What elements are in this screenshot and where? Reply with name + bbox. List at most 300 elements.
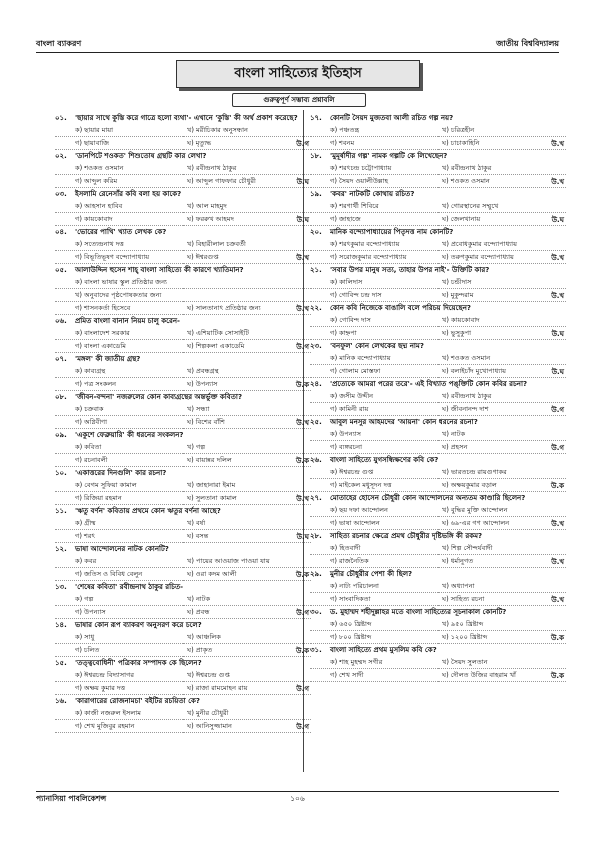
answer-option: গ) কামিনী রায় bbox=[310, 403, 438, 416]
question-text: 'মঙ্গল' কী জাতীয় গ্রন্থ? bbox=[75, 355, 141, 363]
answer-option: গ) গোলাম মোস্তফা bbox=[310, 365, 438, 378]
answer-key: উ.ঘ bbox=[296, 533, 309, 541]
answer-key: উ.ঘ bbox=[551, 216, 564, 224]
answer-option: ক) বাংলা ভাষার স্কুল প্রতিষ্ঠার জন্য bbox=[55, 276, 183, 289]
question-text-row bbox=[310, 530, 566, 542]
question-number: ০১. bbox=[55, 114, 67, 122]
options-grid bbox=[55, 441, 311, 467]
answer-option: গ) শেখ সাদী bbox=[310, 669, 438, 682]
answer-option: গ) শবনম bbox=[310, 137, 438, 150]
question-number: ১৪. bbox=[55, 621, 67, 629]
question-text: 'কারাগারের রোজনামচা' বইটির রচয়িতা কে? bbox=[75, 697, 200, 705]
answer-option: খ) পায়ের আওয়াজ পাওয়া যায় bbox=[183, 555, 311, 568]
answer-option: গ) চলিত bbox=[55, 644, 183, 657]
question-text-row bbox=[310, 606, 566, 618]
right-column bbox=[310, 112, 566, 682]
answer-option: খ) মরীচিকার অনুসন্ধান bbox=[183, 124, 311, 137]
answer-option: গ) উপন্যাস bbox=[55, 606, 183, 619]
question-text-row bbox=[55, 188, 311, 200]
question-number: ২১. bbox=[310, 266, 322, 274]
options-grid bbox=[310, 238, 566, 264]
header-left: বাংলা ব্যাকরণ bbox=[36, 39, 82, 48]
answer-option: ঘ) জীবনানন্দ দাশ bbox=[438, 403, 566, 416]
header-right: জাতীয় বিশ্ববিদ্যালয় bbox=[496, 39, 559, 48]
question-text-row bbox=[310, 644, 566, 656]
answer-key: উ.ঘ bbox=[551, 368, 564, 376]
question-item bbox=[55, 226, 311, 264]
answer-key: উ.গ bbox=[296, 343, 309, 351]
answer-option: ঘ) দৌলত উজির বাহরাম খাঁ bbox=[438, 669, 566, 682]
answer-option: খ) মুনীর চৌধুরী bbox=[183, 707, 311, 720]
question-text: 'শেষের কবিতা' রবীন্দ্রনাথ ঠাকুর রচিত- bbox=[75, 583, 184, 591]
options-grid bbox=[55, 479, 311, 505]
answer-option: খ) ঈশ্বরচন্দ্র গুপ্ত bbox=[183, 669, 311, 682]
question-number: ০৫. bbox=[55, 266, 67, 274]
answer-key: উ.গ bbox=[551, 406, 564, 414]
answer-option: ক) সত্যেন্দ্রনাথ দত্ত bbox=[55, 238, 183, 251]
answer-option: গ) কায়কোবাদ bbox=[55, 213, 183, 226]
chapter-title: বাংলা সাহিত্যের ইতিহাস bbox=[176, 60, 420, 88]
options-grid bbox=[55, 631, 311, 657]
answer-option: ঘ) আব্দুল গাফফার চৌধুরী bbox=[183, 175, 311, 188]
answer-option: ক) শরৎকুমার বন্দ্যোপাধ্যায় bbox=[310, 238, 438, 251]
answer-key: উ.খ bbox=[551, 254, 564, 262]
answer-option: খ) গোরস্থানের সম্মুখে bbox=[438, 200, 566, 213]
question-text: 'একাত্তরের দিনগুলি' কার রচনা? bbox=[75, 469, 167, 477]
answer-option: ঘ) প্রহসন bbox=[438, 441, 566, 454]
question-text-row bbox=[310, 302, 566, 314]
question-number: ০৮. bbox=[55, 393, 67, 401]
question-text: কোন কবি নিজেকে বাঙালি বলে পরিচয় দিয়েছেন? bbox=[330, 304, 471, 312]
answer-key: উ.খ bbox=[296, 495, 309, 503]
options-grid bbox=[55, 162, 311, 188]
answer-option: খ) শিল্প সৌন্দর্যবাদী bbox=[438, 542, 566, 555]
answer-key: উ.খ bbox=[551, 520, 564, 528]
answer-option bbox=[183, 276, 311, 289]
answer-option: ক) উপন্যাস bbox=[310, 428, 438, 441]
question-number: ১৮. bbox=[310, 152, 322, 160]
answer-option: ঘ) আনিসুজ্জামান bbox=[183, 720, 311, 733]
answer-option: ক) সাধু bbox=[55, 631, 183, 644]
answer-option: ক) কাব্যগ্রন্থ bbox=[55, 365, 183, 378]
question-number: ০৯. bbox=[55, 431, 67, 439]
question-item bbox=[310, 264, 566, 302]
answer-option: খ) কায়কোবাদ bbox=[438, 314, 566, 327]
answer-key: উ.ক bbox=[295, 571, 309, 579]
page-number: ১০৬ bbox=[290, 794, 305, 803]
question-text-row bbox=[55, 657, 311, 669]
options-grid bbox=[310, 580, 566, 606]
question-text-row bbox=[55, 581, 311, 593]
question-text-row bbox=[55, 353, 311, 365]
question-item bbox=[55, 619, 311, 657]
question-item bbox=[310, 226, 566, 264]
question-text: 'তত্ত্ববোধিনী' পত্রিকার সম্পাদক কে ছিলেন? bbox=[75, 659, 202, 667]
question-number: ৩০. bbox=[310, 608, 322, 616]
left-column bbox=[55, 112, 311, 733]
question-number: ০৪. bbox=[55, 228, 67, 236]
answer-option: গ) বাংলা একাডেমি bbox=[55, 340, 183, 353]
question-text: 'বনফুল' কোন লেখকের ছদ্ম নাম? bbox=[330, 342, 424, 350]
question-text-row bbox=[310, 416, 566, 428]
answer-option: গ) পত্র সংকলন bbox=[55, 378, 183, 391]
answer-option: ক) কালিদাস bbox=[310, 276, 438, 289]
answer-option: খ) আল মাহমুদ bbox=[183, 200, 311, 213]
options-grid bbox=[310, 352, 566, 378]
question-item bbox=[310, 606, 566, 644]
answer-option: খ) বিহারীলাল চক্রবর্তী bbox=[183, 238, 311, 251]
answer-option: খ) চন্ডীদাস bbox=[438, 276, 566, 289]
answer-option: খ) সৈয়দ সুলতান bbox=[438, 656, 566, 669]
question-text: প্রমিত বাংলা বানান নিয়ম চালু করেন- bbox=[75, 317, 180, 325]
answer-option: খ) চরিত্রহীন bbox=[438, 124, 566, 137]
question-text: মুনীর চৌধুরীর পেশা কী ছিল? bbox=[330, 570, 413, 578]
answer-option: গ) বিভূতিভূষণ বন্দ্যোপাধ্যায় bbox=[55, 251, 183, 264]
question-number: ২৮. bbox=[310, 532, 322, 540]
question-item bbox=[310, 454, 566, 492]
answer-option: খ) অনুবাদের পৃষ্ঠপোষকতার জন্য bbox=[55, 289, 183, 302]
answer-key: উ.খ bbox=[551, 292, 564, 300]
answer-option: খ) বুদ্ধির মুক্তি আন্দোলন bbox=[438, 504, 566, 517]
answer-option: খ) সন্ধ্যা bbox=[183, 403, 311, 416]
question-text-row bbox=[310, 340, 566, 352]
question-item bbox=[310, 492, 566, 530]
question-text: 'সবার উপর মানুষ সত্য, তাহার উপর নাই'- উক্তিটি কার? bbox=[330, 266, 490, 274]
answer-key: উ.খ bbox=[551, 140, 564, 148]
question-item bbox=[55, 695, 311, 733]
answer-option: খ) রবীন্দ্রনাথ ঠাকুর bbox=[438, 390, 566, 403]
question-number: ৩১. bbox=[310, 646, 322, 654]
question-text-row bbox=[310, 568, 566, 580]
answer-option: ক) গল্প bbox=[55, 593, 183, 606]
question-text: আবুল মনসুর আহমদের 'আয়না' কোন ধরনের রচনা? bbox=[330, 418, 478, 426]
options-grid bbox=[310, 276, 566, 302]
answer-option: ঘ) শওকত ওসমান bbox=[438, 175, 566, 188]
question-text: মোতাহের হোসেন চৌধুরী কোন আন্দোলনের অন্যতম কাণ্ডারি ছিলেন? bbox=[330, 494, 526, 502]
answer-option: গ) অগ্নিবীণা bbox=[55, 416, 183, 429]
question-item bbox=[55, 467, 311, 505]
answer-option: ক) শরণার্থী শিবিরে bbox=[310, 200, 438, 213]
question-number: ০২. bbox=[55, 152, 67, 160]
answer-option: গ) সৈয়দ ওয়ালীউল্লাহ bbox=[310, 175, 438, 188]
question-text-row bbox=[310, 454, 566, 466]
question-number: ১১. bbox=[55, 507, 67, 515]
question-number: ২৯. bbox=[310, 570, 322, 578]
answer-key: উ.খ bbox=[296, 254, 309, 262]
question-item bbox=[310, 340, 566, 378]
answer-option: গ) সাংবাদিকতা bbox=[310, 593, 438, 606]
question-text: বাংলা সাহিত্যে যুগসন্ধিক্ষণের কবি কে? bbox=[330, 456, 439, 464]
question-text-row bbox=[55, 543, 311, 555]
question-text-row bbox=[55, 315, 311, 327]
question-number: ০৬. bbox=[55, 317, 67, 325]
question-number: ১৭. bbox=[310, 114, 322, 122]
question-number: ০৭. bbox=[55, 355, 67, 363]
question-item bbox=[310, 530, 566, 568]
answer-key: উ.খ bbox=[551, 558, 564, 566]
answer-option: গ) ছায়াবাজি bbox=[55, 137, 183, 150]
question-text-row bbox=[55, 467, 311, 479]
answer-option: খ) শওকত ওসমান bbox=[438, 352, 566, 365]
options-grid bbox=[310, 504, 566, 530]
answer-option: ক) নাট্য পরিচালনা bbox=[310, 580, 438, 593]
options-grid bbox=[55, 365, 311, 391]
question-number: ২৫. bbox=[310, 418, 322, 426]
question-text-row bbox=[55, 391, 311, 403]
answer-option: ক) গ্রীষ্ম bbox=[55, 517, 183, 530]
question-text: 'একুশে ফেব্রুয়ারি' কী ধরনের সংকলন? bbox=[75, 431, 184, 439]
question-text: 'কবর' নাটকটি কোথায় রচিত? bbox=[330, 190, 415, 198]
answer-option: ঘ) ভুসুকুপা bbox=[438, 327, 566, 340]
question-text-row bbox=[310, 378, 566, 390]
answer-option: ঘ) জেলখানায় bbox=[438, 213, 566, 226]
question-item bbox=[55, 429, 311, 467]
answer-key: উ.খ bbox=[551, 178, 564, 186]
answer-key: উ.গ bbox=[551, 444, 564, 452]
answer-option: ঘ) সুলতানা কামাল bbox=[183, 492, 311, 505]
question-text-row bbox=[55, 150, 311, 162]
answer-option: ঘ) প্রাকৃত bbox=[183, 644, 311, 657]
question-item bbox=[310, 302, 566, 340]
answer-option: খ) ৯৫০ খ্রিষ্টাব্দ bbox=[438, 618, 566, 631]
question-number: ১৫. bbox=[55, 659, 67, 667]
question-text-row bbox=[310, 492, 566, 504]
answer-key: উ.ক bbox=[295, 381, 309, 389]
answer-option: খ) এশিয়াটিক সোসাইটি bbox=[183, 327, 311, 340]
answer-key: উ.ক bbox=[550, 672, 564, 680]
answer-option: ক) কবর bbox=[55, 555, 183, 568]
options-grid bbox=[310, 390, 566, 416]
answer-key: উ.ক bbox=[295, 647, 309, 655]
answer-option bbox=[183, 289, 311, 302]
question-item bbox=[55, 264, 311, 315]
question-item bbox=[310, 568, 566, 606]
question-text-row bbox=[55, 429, 311, 441]
answer-option: ক) ছায়ার মায়া bbox=[55, 124, 183, 137]
options-grid bbox=[55, 707, 311, 733]
question-text: 'ডানপিটে শওকত' শিশুতোষ গ্রন্থটি কার লেখা? bbox=[75, 152, 207, 160]
question-text-row bbox=[55, 226, 311, 238]
answer-option: গ) জতিস ও বিবিধ বেলুন bbox=[55, 568, 183, 581]
answer-option: গ) জাহাজে bbox=[310, 213, 438, 226]
question-text-row bbox=[55, 505, 311, 517]
question-text: ভাষা আন্দোলনের নাটক কোনটি? bbox=[75, 545, 169, 553]
answer-option: গ) শেখ মুজিবুর রহমান bbox=[55, 720, 183, 733]
answer-key: উ.গ bbox=[296, 140, 309, 148]
answer-option: গ) আব্দুল করিম bbox=[55, 175, 183, 188]
options-grid bbox=[55, 327, 311, 353]
answer-key: উ.খ bbox=[551, 596, 564, 604]
answer-option: খ) জাহানারা ইমাম bbox=[183, 479, 311, 492]
question-text-row bbox=[310, 150, 566, 162]
options-grid bbox=[310, 124, 566, 150]
answer-option: ক) কাজী নজরুল ইসলাম bbox=[55, 707, 183, 720]
page-footer bbox=[36, 794, 559, 806]
answer-option: ঘ) ধর্মানুগত bbox=[438, 555, 566, 568]
answer-option: গ) ব্যঙ্গরচনা bbox=[310, 441, 438, 454]
question-number: ২০. bbox=[310, 228, 322, 236]
answer-option: গ) রিজিয়া রহমান bbox=[55, 492, 183, 505]
answer-key: উ.খ bbox=[296, 305, 309, 313]
answer-key: উ.ঘ bbox=[296, 216, 309, 224]
answer-option: ক) মানিক বন্দ্যোপাধ্যায় bbox=[310, 352, 438, 365]
answer-option: ক) ঈশ্বরচন্দ্র গুপ্ত bbox=[310, 466, 438, 479]
options-grid bbox=[55, 517, 311, 543]
question-item bbox=[310, 188, 566, 226]
question-text-row bbox=[310, 188, 566, 200]
answer-option: ঘ) শিল্পকলা একাডেমি bbox=[183, 340, 311, 353]
answer-option: ক) আহসান হাবিব bbox=[55, 200, 183, 213]
question-item bbox=[55, 543, 311, 581]
answer-option: গ) গোবিন্দ চন্দ্র দাস bbox=[310, 289, 438, 302]
answer-option: খ) গল্প bbox=[183, 441, 311, 454]
question-item bbox=[310, 416, 566, 454]
question-number: ২৩. bbox=[310, 342, 322, 350]
answer-key: উ.ঘ bbox=[296, 178, 309, 186]
question-text: 'মুমূর্ষাদীর গল্প' নামক গল্পটি কে লিখেছেন? bbox=[330, 152, 448, 160]
options-grid bbox=[310, 542, 566, 568]
options-grid bbox=[310, 314, 566, 340]
answer-key: উ.খ bbox=[296, 419, 309, 427]
answer-option: খ) আঞ্চলিক bbox=[183, 631, 311, 644]
options-grid bbox=[310, 618, 566, 644]
options-grid bbox=[310, 162, 566, 188]
answer-key: উ.ক bbox=[550, 482, 564, 490]
answer-option: খ) প্রবন্ধগ্রন্থ bbox=[183, 365, 311, 378]
answer-key: উ.গ bbox=[296, 609, 309, 617]
answer-option: গ) রাজনৈতিক bbox=[310, 555, 438, 568]
answer-option: খ) অধ্যাপনা bbox=[438, 580, 566, 593]
question-text-row bbox=[55, 619, 311, 631]
answer-option: খ) নাটক bbox=[438, 428, 566, 441]
question-item bbox=[310, 378, 566, 416]
answer-option: ঘ) সালতানাৎ প্রতিষ্ঠার জন্য bbox=[183, 302, 311, 315]
question-number: ২৭. bbox=[310, 494, 322, 502]
answer-option: ক) কবিতা bbox=[55, 441, 183, 454]
answer-option: ঘ) উপন্যাস bbox=[183, 378, 311, 391]
question-item bbox=[310, 112, 566, 150]
answer-option: ঘ) বলাইচাঁদ মুখোপাধ্যায় bbox=[438, 365, 566, 378]
answer-option: গ) ৮০০ খ্রিষ্টাব্দ bbox=[310, 631, 438, 644]
answer-option: খ) প্রবোধকুমার বন্দ্যোপাধ্যায় bbox=[438, 238, 566, 251]
answer-option: ঘ) সাহিত্য রচনা bbox=[438, 593, 566, 606]
options-grid bbox=[55, 200, 311, 226]
question-number: ১৬. bbox=[55, 697, 67, 705]
answer-option: গ) সরোজকুমার বন্দ্যোপাধ্যায় bbox=[310, 251, 438, 264]
question-text: আলাউদ্দিন হুসেন শাহ্ বাংলা সাহিত্যে কী কারণে খ্যাতিমান? bbox=[75, 266, 244, 274]
answer-option: ক) চক্রবাক bbox=[55, 403, 183, 416]
options-grid bbox=[310, 466, 566, 492]
answer-key: উ.ক bbox=[295, 457, 309, 465]
question-item bbox=[55, 150, 311, 188]
answer-option: গ) শরৎ bbox=[55, 530, 183, 543]
question-text-row bbox=[55, 695, 311, 707]
question-number: ১০. bbox=[55, 469, 67, 477]
question-number: ২৪. bbox=[310, 380, 322, 388]
answer-option: ঘ) মুকুন্দরাম bbox=[438, 289, 566, 302]
question-item bbox=[55, 353, 311, 391]
question-text: 'জীবন-বন্দনা' নজরুলের কোন কাব্যগ্রন্থের অন্তর্ভুক্ত কবিতা? bbox=[75, 393, 243, 401]
options-grid bbox=[310, 428, 566, 454]
answer-option: ঘ) রাজা রামমোহন রায় bbox=[183, 682, 311, 695]
question-number: ২২. bbox=[310, 304, 322, 312]
answer-option: ঘ) বসন্ত bbox=[183, 530, 311, 543]
question-text: ইসলামি রেনেসাঁর কবি বলা হয় কাকে? bbox=[75, 190, 182, 198]
question-item bbox=[55, 505, 311, 543]
question-number: ১৩. bbox=[55, 583, 67, 591]
question-text: ড. মুহাম্মদ শহীদুল্লাহর মতে বাংলা সাহিত্যের সূচনাকাল কোনটি? bbox=[330, 608, 507, 616]
question-text-row bbox=[55, 264, 311, 276]
question-item bbox=[55, 391, 311, 429]
answer-option: ঘ) চাচাকাহিনি bbox=[438, 137, 566, 150]
answer-option: খ) বর্ষা bbox=[183, 517, 311, 530]
question-text: 'ভোরের পাখি' খ্যাত লেখক কে? bbox=[75, 228, 167, 236]
question-text-row bbox=[310, 112, 566, 124]
answer-option: ক) ছয় দফা আন্দোলন bbox=[310, 504, 438, 517]
answer-option: ঘ) ফররুখ আহমদ bbox=[183, 213, 311, 226]
options-grid bbox=[55, 403, 311, 429]
question-text: ভাষার কোন রূপ ব্যাকরণ অনুসরণ করে চলে? bbox=[75, 621, 202, 629]
answer-option: ক) হিতবাদী bbox=[310, 542, 438, 555]
footer-rule bbox=[36, 791, 559, 792]
answer-option: ক) গোবিন্দ দাস bbox=[310, 314, 438, 327]
question-text: 'ঋতু বর্ণন' কবিতায় প্রথমে কোন ঋতুর বর্ণনা আছে? bbox=[75, 507, 221, 515]
question-number: ১৯. bbox=[310, 190, 322, 198]
options-grid bbox=[55, 238, 311, 264]
answer-option: ক) শওকত ওসমান bbox=[55, 162, 183, 175]
answer-option: খ) রবীন্দ্রনাথ ঠাকুর bbox=[438, 162, 566, 175]
options-grid bbox=[55, 669, 311, 695]
answer-option: ক) বেগম সুফিয়া কামাল bbox=[55, 479, 183, 492]
answer-option: ক) ৬৫০ খ্রিষ্টাব্দ bbox=[310, 618, 438, 631]
question-text: মানিক বন্দ্যোপাধ্যায়ের পিতৃদত্ত নাম কোনটি? bbox=[330, 228, 454, 236]
answer-option: ক) পঞ্চতন্ত্র bbox=[310, 124, 438, 137]
options-grid bbox=[55, 555, 311, 581]
answer-option: ঘ) ঈশ্বরগুপ্ত bbox=[183, 251, 311, 264]
answer-option: ঘ) অক্ষয়কুমার বড়াল bbox=[438, 479, 566, 492]
answer-key: উ.ঘ bbox=[551, 330, 564, 338]
question-text-row bbox=[310, 226, 566, 238]
answer-option: ক) জসীম উদ্দীন bbox=[310, 390, 438, 403]
answer-option: গ) ভাষা আন্দোলন bbox=[310, 517, 438, 530]
question-text: সাহিত্য রচনার ক্ষেত্রে প্রমথ চৌধুরীর দৃষ্টিভঙ্গি কী রকম? bbox=[330, 532, 483, 540]
answer-option: ঘ) বায়ান্নর দলিল bbox=[183, 454, 311, 467]
answer-option: ক) বাংলাদেশ সরকার bbox=[55, 327, 183, 340]
question-text: বাংলা সাহিত্যে প্রথম মুসলিম কবি কে? bbox=[330, 646, 437, 654]
question-item bbox=[55, 188, 311, 226]
options-grid bbox=[310, 656, 566, 682]
question-item bbox=[55, 112, 311, 150]
question-number: ০৩. bbox=[55, 190, 67, 198]
question-number: ২৬. bbox=[310, 456, 322, 464]
answer-option: খ) নাটক bbox=[183, 593, 311, 606]
answer-option: গ) কাহ্নপা bbox=[310, 327, 438, 340]
options-grid bbox=[55, 124, 311, 150]
answer-option: ঘ) ৬৯-এর গণ আন্দোলন bbox=[438, 517, 566, 530]
answer-option: খ) রবীন্দ্রনাথ ঠাকুর bbox=[183, 162, 311, 175]
options-grid bbox=[310, 200, 566, 226]
answer-key: উ.গ bbox=[296, 685, 309, 693]
answer-option: গ) শাসনকর্তা হিসেবে bbox=[55, 302, 183, 315]
question-text: 'প্রত্যেকে আমরা পরের তরে'- এই বিখ্যাত পঙ্‌ক্তিটি কোন কবির রচনা? bbox=[330, 380, 528, 388]
question-item bbox=[310, 150, 566, 188]
answer-option: ঘ) বিশের বাঁশি bbox=[183, 416, 311, 429]
question-text: কোনটি সৈয়দ মুজতবা আলী রচিত গল্প নয়? bbox=[330, 114, 454, 122]
answer-option: ঘ) প্রবন্ধ bbox=[183, 606, 311, 619]
answer-key: উ.গ bbox=[296, 723, 309, 731]
question-item bbox=[55, 657, 311, 695]
question-text-row bbox=[55, 112, 311, 124]
